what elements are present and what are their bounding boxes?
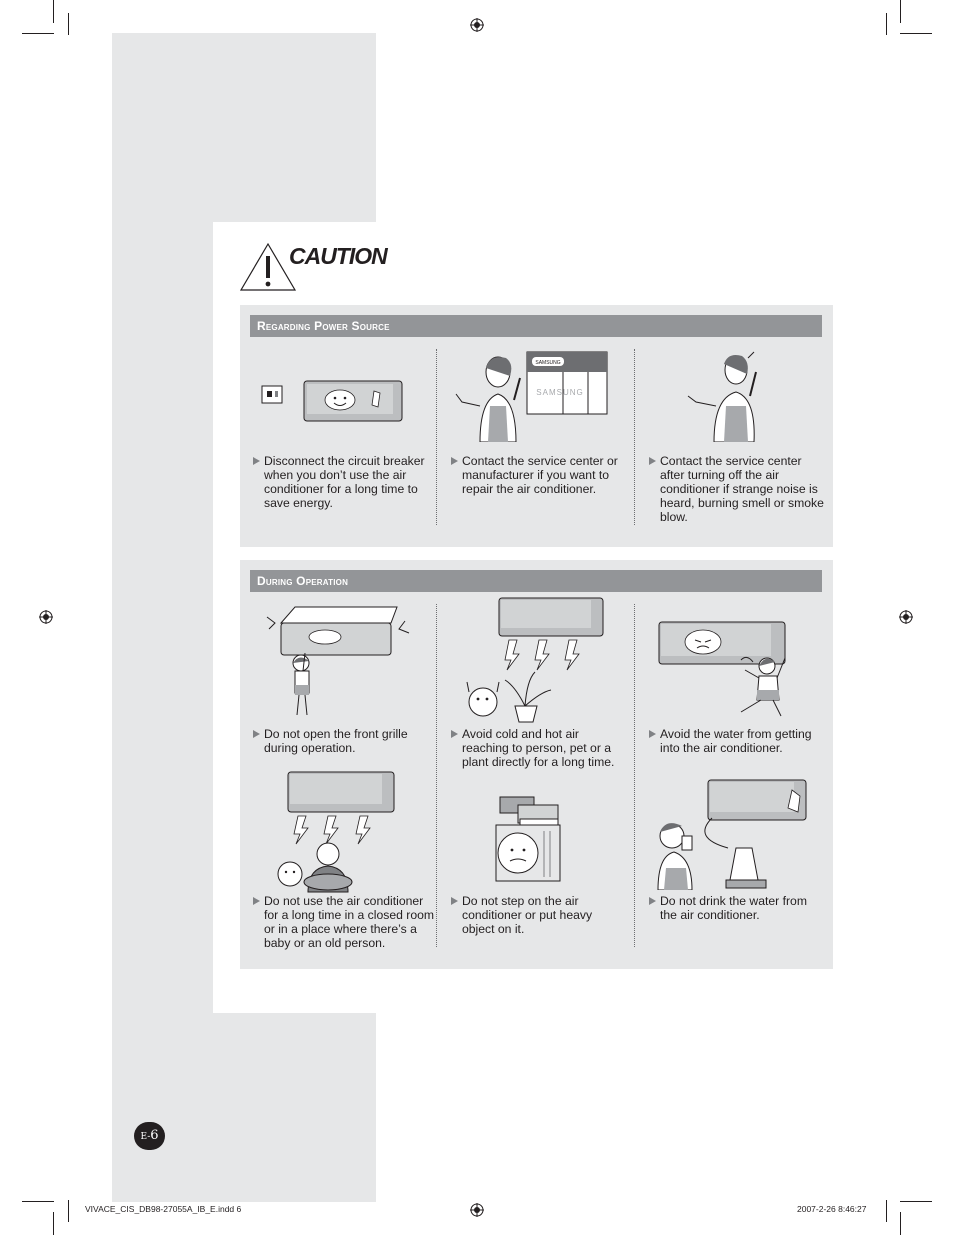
bullet-triangle-icon [649,730,656,738]
closed-room-illustration [268,770,398,894]
service-call-illustration [450,350,610,442]
list-item: Do not open the front grille during operation. [253,727,429,755]
footer-filename: VIVACE_CIS_DB98-27055A_IB_E.indd 6 [85,1204,242,1214]
page-background-left [112,222,213,1013]
divider [436,349,437,525]
bullet-triangle-icon [649,457,656,465]
circuit-breaker-illustration [260,377,405,429]
list-item: Do not use the air conditioner for a long time in a closed room or in a place where there’s a baby or an old person. [253,894,435,950]
divider [634,604,635,947]
drinking-water-illustration [652,778,808,890]
page-number-badge [134,1122,165,1150]
footer-timestamp: 2007-2-26 8:46:27 [797,1204,867,1214]
bullet-triangle-icon [253,730,260,738]
registration-mark-icon [39,610,53,624]
section-header: During Operation [250,570,822,592]
brand-logo-top: SAMSUNG [535,360,561,366]
bullet-triangle-icon [451,730,458,738]
brand-logo-panel: SAMSUNG [536,388,584,397]
strange-noise-illustration [684,350,774,442]
bullet-triangle-icon [451,457,458,465]
front-grille-illustration [265,605,413,717]
section-header: Regarding Power Source [250,315,822,337]
page-number-prefix: E- [140,1132,151,1142]
bullet-triangle-icon [253,457,260,465]
divider [436,604,437,947]
registration-mark-icon [470,18,484,32]
divider [634,349,635,525]
list-item: Contact the service center or manufacturer if you want to repair the air conditioner. [451,454,627,496]
bullet-triangle-icon [253,897,260,905]
bullet-triangle-icon [649,897,656,905]
list-item: Do not step on the air conditioner or put heavy object on it. [451,894,627,936]
registration-mark-icon [899,610,913,624]
page-background-top [112,33,376,222]
list-item: Do not drink the water from the air conditioner. [649,894,825,922]
registration-mark-icon [470,1203,484,1217]
page-number: 6 [150,1128,159,1143]
air-flow-illustration [465,596,607,726]
section-during-operation [240,560,833,969]
list-item: Avoid the water from getting into the air conditioner. [649,727,825,755]
page-background-bottom [112,1013,376,1202]
caution-title: CAUTION [289,243,387,269]
list-item: Disconnect the circuit breaker when you don’t use the air conditioner for a long time to save energy. [253,454,429,510]
outdoor-unit-illustration [494,795,566,885]
list-item: Contact the service center after turning off the air conditioner if strange noise is heard, burning smell or smoke blow. [649,454,825,524]
section-power-source [240,305,833,547]
water-splash-illustration [657,620,789,718]
bullet-triangle-icon [451,897,458,905]
list-item: Avoid cold and hot air reaching to person, pet or a plant directly for a long time. [451,727,627,769]
